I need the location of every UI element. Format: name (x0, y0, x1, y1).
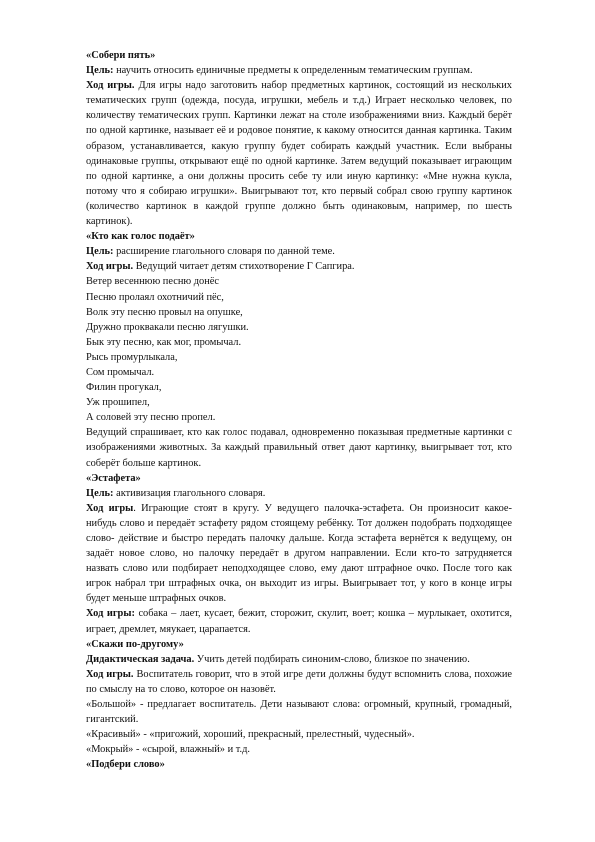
move-text: Для игры надо заготовить набор предметных картинок, состоящий из нескольких тематических групп (одежда, посуда, игрушки, мебель и т.д.) Играет несколько человек, по количеству тематических групп. Картинки лежат на столе изображениями вниз. Каждый берёт по одной картинке, называет её и родовое понятие, к какому относится данная картинка. Таким образом, устанавливается, какую группу будет собирать каждый участник. Если выбраны одинаковые группы, открывают ещё по одной картинке. Затем ведущий показывает играющим по одной картинке, а они должны просить себе ту или иную картинку: «Мне нужна кукла, потому что я собираю игрушки». Выигрывают тот, кто первый собрал свою группу картинок (количество картинок в каждой группе должно быть одинаковым, например, по шесть картинок). (86, 80, 512, 228)
poem-line: Уж прошипел, (86, 397, 150, 409)
sec3-goal (86, 486, 512, 501)
move-text: собака – лает, кусает, бежит, сторожит, скулит, воет; кошка – мурлыкает, охотится, играет, дремлет, мяукает, царапается. (86, 608, 512, 635)
poem (86, 274, 512, 425)
goal-text: научить относить единичные предметы к определенным тематическим группам. (113, 65, 473, 77)
sec1-move (86, 78, 512, 229)
task-text: Учить детей подбирать синоним-слово, близкое по значению. (194, 653, 470, 665)
poem-line: Рысь промурлыкала, (86, 351, 178, 363)
poem-line: Сом промычал. (86, 366, 155, 378)
sec2-after: Ведущий спрашивает, кто как голос подавал, одновременно показывая предметные картинки с изображениями животных. За каждый правильный ответ дают картинку, выигрывает тот, кто соберёт больше картинок. (86, 427, 512, 469)
goal-label: Цель: (86, 65, 114, 77)
document-page (86, 48, 512, 773)
poem-line: Филин прогукал, (86, 382, 162, 394)
sec1-goal (86, 63, 512, 78)
move-label: Ход игры. (86, 80, 135, 92)
move-text: . Играющие стоят в кругу. У ведущего палочка-эстафета. Он произносит какое-нибудь слово и передаёт эстафету рядом стоящему ребёнку. Тот должен подобрать подходящее слово- действие и быстро передать палочку дальше. Когда эстафета вернётся к ведущему, он задаёт новое слово, но палочку передаёт в другом направлении. Если кто-то затрудняется назвать слово или подбирает неподходящее слово, ему дают штрафное очко. После того как игрок набрал три штрафных очка, он выходит из игры. Выигрывает тот, у кого в конце игры будет меньше штрафных очков. (86, 502, 512, 605)
move-label: Ход игры: (86, 608, 135, 620)
sec3-move2 (86, 606, 512, 636)
sec4-line-mokry: «Мокрый» - «сырой, влажный» и т.д. (86, 744, 250, 756)
poem-line: Дружно проквакали песню лягушки. (86, 321, 249, 333)
poem-line: Бык эту песню, как мог, промычал. (86, 336, 242, 348)
sec3-move (86, 501, 512, 607)
sec4-task (86, 652, 512, 667)
goal-text: активизация глагольного словаря. (113, 487, 266, 499)
sec4-line-bolshoy: «Большой» - предлагает воспитатель. Дети называют слова: огромный, крупный, громадный, гигантский. (86, 699, 512, 726)
sec4-move (86, 667, 512, 697)
goal-text: расширение глагольного словаря по данной теме. (113, 246, 335, 258)
move-text: Воспитатель говорит, что в этой игре дети должны будут вспомнить слова, похожие по смыслу на то слово, которое он назовёт. (86, 668, 512, 695)
poem-line: Ветер весеннюю песню донёс (86, 276, 220, 288)
move-label: Ход игры. (86, 668, 134, 680)
section-title-skazhi-po-drugomu: «Скажи по-другому» (86, 638, 184, 650)
section-title-estafeta: «Эстафета» (86, 472, 141, 484)
section-title-sobery-pyat: «Собери пять» (86, 50, 156, 61)
sec4-line-krasivy: «Красивый» - «пригожий, хороший, прекрасный, прелестный, чудесный». (86, 729, 415, 741)
goal-label: Цель: (86, 246, 114, 258)
sec2-move (86, 259, 512, 274)
poem-line: Волк эту песню провыл на опушке, (86, 306, 243, 318)
move-label: Ход игры. (86, 261, 134, 273)
poem-line: Песню пролаял охотничий пёс, (86, 291, 224, 303)
section-title-kto-kak-golos: «Кто как голос подаёт» (86, 231, 195, 243)
move-label: Ход игры (86, 502, 134, 514)
goal-label: Цель: (86, 487, 114, 499)
move-text: Ведущий читает детям стихотворение Г Сапгира. (133, 261, 355, 273)
section-title-podberi-slovo: «Подбери слово» (86, 759, 165, 771)
task-label: Дидактическая задача. (86, 653, 195, 665)
sec2-goal (86, 244, 512, 259)
poem-line: А соловей эту песню пропел. (86, 412, 216, 424)
